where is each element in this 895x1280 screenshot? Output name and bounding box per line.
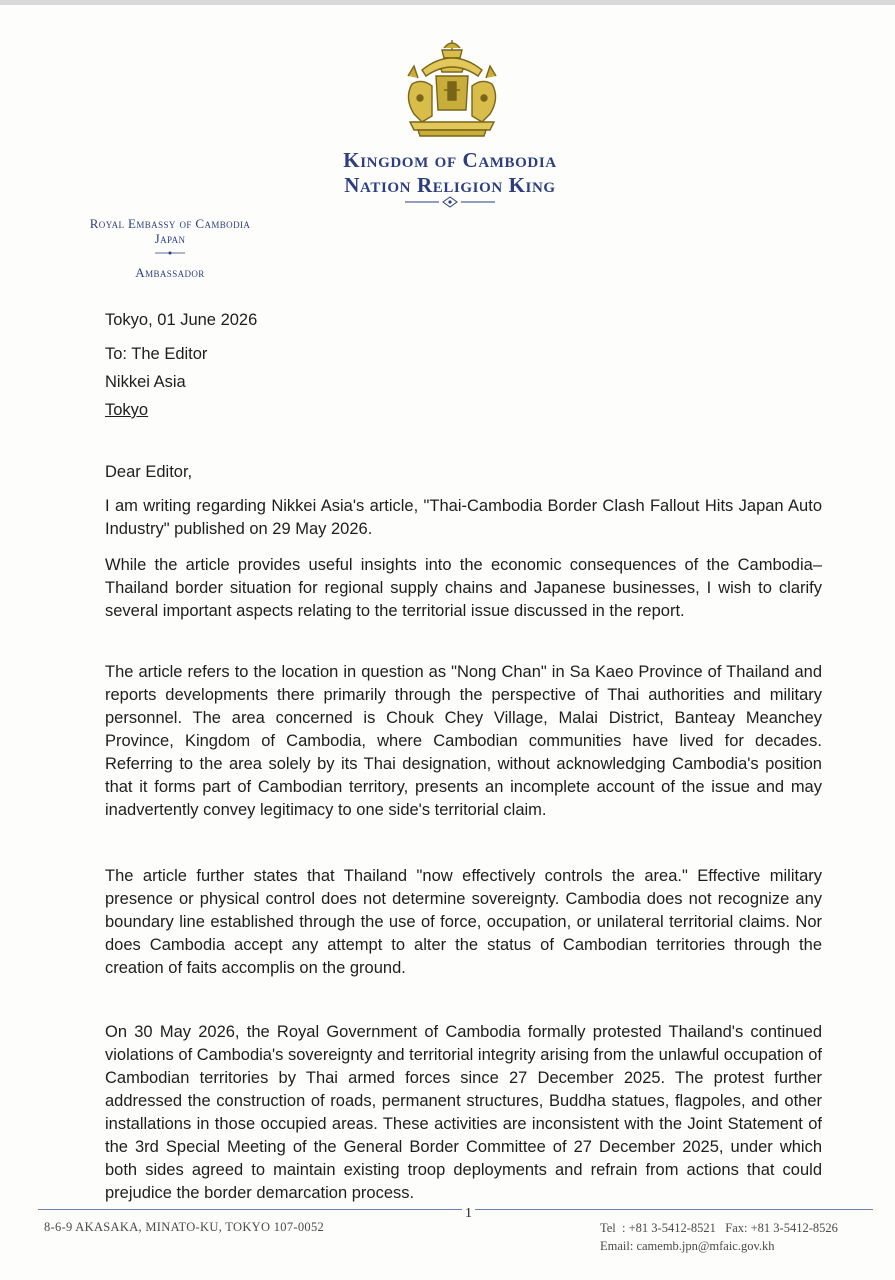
to-line: To: The Editor bbox=[105, 345, 208, 363]
embassy-name: Royal Embassy of Cambodia bbox=[89, 216, 251, 231]
paragraph-1: I am writing regarding Nikkei Asia's article, "Thai-Cambodia Border Clash Fallout Hits Japan Auto Industry" published on 29 May 2026. bbox=[105, 497, 822, 538]
recipient-city: Tokyo bbox=[105, 401, 149, 419]
footer-rule bbox=[38, 1209, 873, 1210]
embassy-country: Japan bbox=[154, 231, 186, 246]
ambassador-title: Ambassador bbox=[135, 265, 205, 280]
date-line: Tokyo, 01 June 2026 bbox=[105, 311, 258, 329]
paragraph-4: The article further states that Thailand "now effectively controls the area." Effective military presence or physical control does not determine sovereignty. Cambodia does not recognize any boundary line established through the use of force, occupation, or unilateral territorial claims. Nor does Cambodia accept any attempt to alter the status of Cambodian territories through the creation of faits accomplis on the ground. bbox=[105, 867, 822, 977]
page-number: 1 bbox=[462, 1206, 475, 1222]
recipient-org: Nikkei Asia bbox=[105, 373, 186, 391]
footer-tel-fax: Tel : +81 3-5412-8521 Fax: +81 3-5412-8526 bbox=[600, 1221, 838, 1235]
top-edge bbox=[0, 0, 895, 5]
small-ornament-icon bbox=[155, 250, 185, 256]
royal-crest-icon bbox=[392, 36, 512, 142]
paragraph-3: The article refers to the location in question as "Nong Chan" in Sa Kaeo Province of Thailand and reports developments there primarily through the perspective of Thai authorities and military personnel. The area concerned is Chouk Chey Village, Malai District, Banteay Meanchey Province, Kingdom of Cambodia, where Cambodian communities have lived for decades. Referring to the area solely by its Thai designation, without acknowledging Cambodia's position that it forms part of Cambodian territory, presents an incomplete account of the issue and may inadvertently convey legitimacy to one side's territorial claim. bbox=[105, 663, 822, 819]
salutation: Dear Editor, bbox=[105, 463, 193, 481]
ornament-divider-icon bbox=[405, 196, 495, 208]
footer-contact bbox=[600, 1219, 838, 1255]
footer-email: Email: camemb.jpn@mfaic.gov.kh bbox=[600, 1239, 775, 1253]
footer-address: 8-6-9 AKASAKA, MINATO-KU, TOKYO 107-0052 bbox=[44, 1220, 325, 1234]
paragraph-5: On 30 May 2026, the Royal Government of Cambodia formally protested Thailand's continued violations of Cambodia's sovereignty and territorial integrity arising from the unlawful occupation of Cambodian territories by Thai armed forces since 27 December 2025. The protest further addressed the construction of roads, permanent structures, Buddha statues, flagpoles, and other installations in those occupied areas. These activities are inconsistent with the Joint Statement of the 3rd Special Meeting of the General Border Committee of 27 December 2025, under which both sides agreed to maintain existing troop deployments and refrain from actions that could prejudice the border demarcation process. bbox=[105, 1023, 822, 1202]
kingdom-heading: Kingdom of Cambodia bbox=[343, 148, 557, 172]
paragraph-2: While the article provides useful insights into the economic consequences of the Cambodia–Thailand border situation for regional supply chains and Japanese businesses, I wish to clarify several important aspects relating to the territorial issue discussed in the report. bbox=[105, 556, 822, 620]
motto-heading: Nation Religion King bbox=[344, 173, 556, 197]
